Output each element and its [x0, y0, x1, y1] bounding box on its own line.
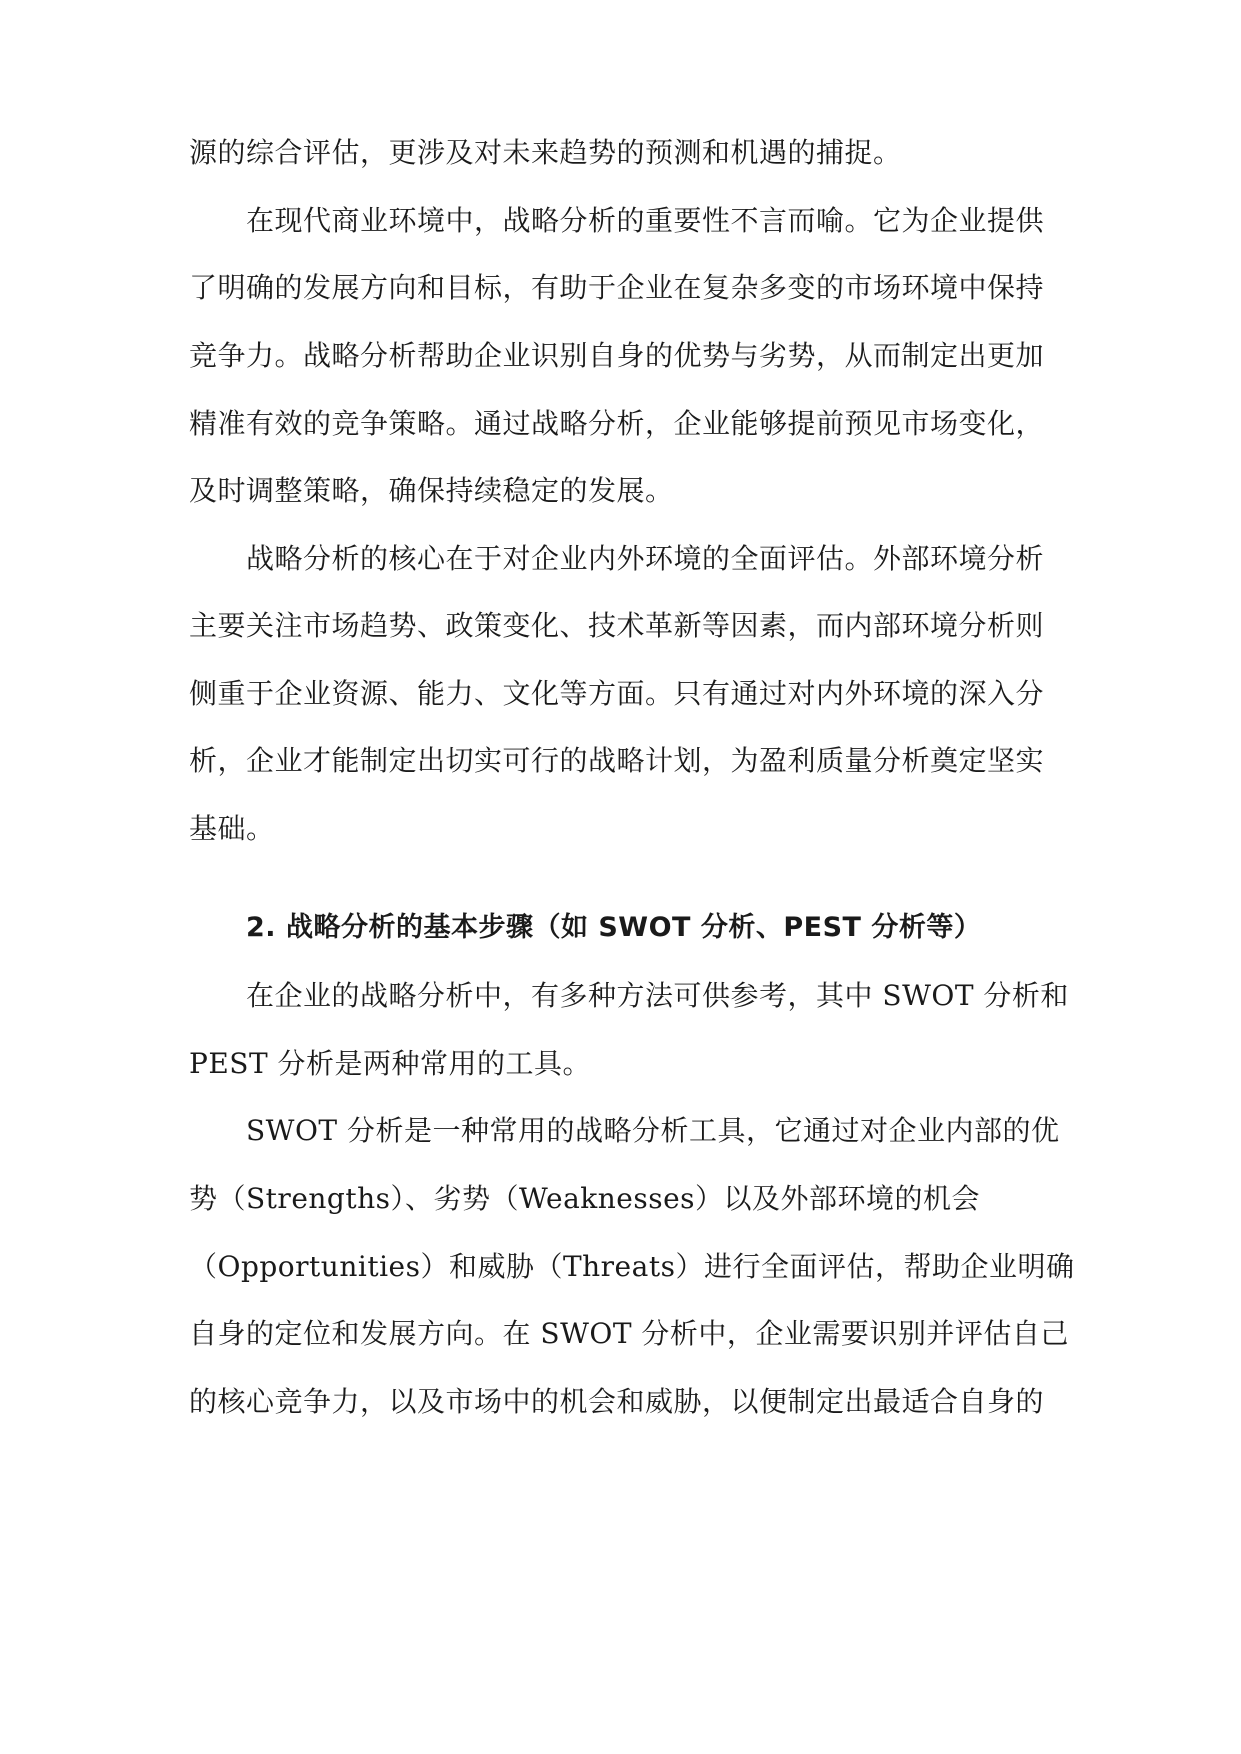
paragraph-line: 自身的定位和发展方向。在 SWOT 分析中，企业需要识别并评估自己	[189, 1317, 1069, 1350]
paragraph-line: 主要关注市场趋势、政策变化、技术革新等因素，而内部环境分析则	[189, 609, 1045, 642]
section-heading: 2. 战略分析的基本步骤（如 SWOT 分析、PEST 分析等）	[246, 912, 982, 943]
paragraph-line: 析，企业才能制定出切实可行的战略计划，为盈利质量分析奠定坚实	[189, 744, 1045, 777]
paragraph-line: 基础。	[189, 812, 275, 845]
paragraph-line: （Opportunities）和威胁（Threats）进行全面评估，帮助企业明确	[189, 1250, 1075, 1283]
paragraph-line: 在现代商业环境中，战略分析的重要性不言而喻。它为企业提供	[246, 204, 1045, 237]
paragraph-line: 精准有效的竞争策略。通过战略分析，企业能够提前预见市场变化，	[189, 407, 1045, 440]
paragraph-line: 战略分析的核心在于对企业内外环境的全面评估。外部环境分析	[246, 542, 1045, 575]
paragraph-line: 了明确的发展方向和目标，有助于企业在复杂多变的市场环境中保持	[189, 271, 1045, 304]
paragraph-line: SWOT 分析是一种常用的战略分析工具，它通过对企业内部的优	[246, 1114, 1060, 1147]
paragraph-line: PEST 分析是两种常用的工具。	[189, 1047, 592, 1080]
paragraph-line: 侧重于企业资源、能力、文化等方面。只有通过对内外环境的深入分	[189, 677, 1045, 710]
paragraph-line: 及时调整策略，确保持续稳定的发展。	[189, 474, 674, 507]
paragraph-line: 源的综合评估，更涉及对未来趋势的预测和机遇的捕捉。	[189, 136, 902, 169]
paragraph-line: 的核心竞争力，以及市场中的机会和威胁，以便制定出最适合自身的	[189, 1385, 1045, 1418]
paragraph-line: 势（Strengths）、劣势（Weaknesses）以及外部环境的机会	[189, 1182, 981, 1215]
paragraph-line: 在企业的战略分析中，有多种方法可供参考，其中 SWOT 分析和	[246, 979, 1069, 1012]
paragraph-line: 竞争力。战略分析帮助企业识别自身的优势与劣势，从而制定出更加	[189, 339, 1045, 372]
